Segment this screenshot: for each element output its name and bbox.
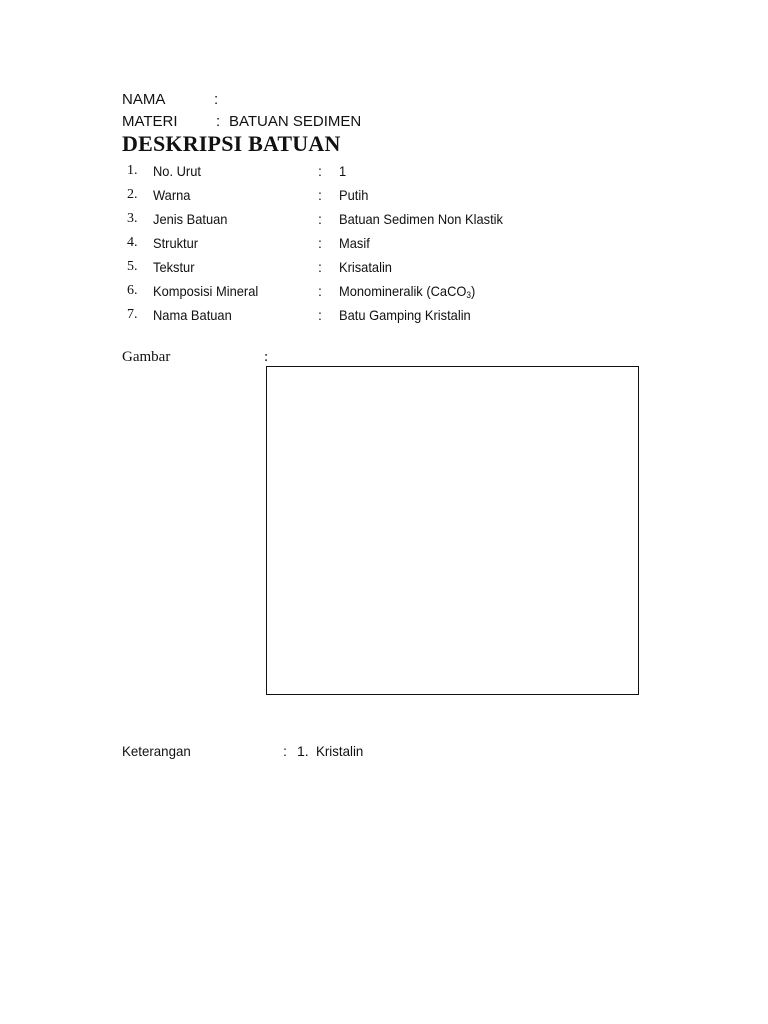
item-colon: : (318, 235, 322, 251)
item-number: 5. (127, 259, 138, 274)
list-item (0, 283, 768, 307)
item-value: Batu Gamping Kristalin (339, 307, 471, 323)
keterangan-label: Keterangan (122, 743, 191, 759)
keterangan-entry-number: 1. (297, 743, 309, 759)
item-colon: : (318, 163, 322, 179)
list-item (0, 187, 768, 211)
item-number: 2. (127, 187, 138, 202)
item-value: 1 (339, 163, 347, 179)
materi-colon: : (216, 113, 221, 130)
list-item (0, 307, 768, 331)
item-number: 1. (127, 163, 138, 178)
keterangan-entry-text: Kristalin (316, 743, 364, 759)
item-label: Komposisi Mineral (153, 283, 259, 299)
list-item (0, 163, 768, 187)
materi-value: BATUAN SEDIMEN (229, 113, 362, 130)
item-label: Struktur (153, 235, 199, 251)
item-colon: : (318, 307, 322, 323)
page-title: DESKRIPSI BATUAN (122, 131, 341, 156)
nama-colon: : (214, 91, 219, 108)
list-item (0, 259, 768, 283)
item-colon: : (318, 259, 322, 275)
item-value: Krisatalin (339, 259, 392, 275)
item-number: 7. (127, 307, 138, 322)
gambar-label: Gambar (122, 349, 171, 365)
item-colon: : (318, 283, 322, 299)
item-colon: : (318, 187, 322, 203)
list-item (0, 235, 768, 259)
item-label: Jenis Batuan (153, 211, 228, 227)
item-number: 3. (127, 211, 138, 226)
keterangan-colon: : (283, 743, 287, 759)
item-value-tail: ) (471, 283, 476, 299)
materi-label: MATERI (122, 113, 178, 130)
item-colon: : (318, 211, 322, 227)
item-value: Batuan Sedimen Non Klastik (339, 211, 503, 227)
item-label: No. Urut (153, 163, 201, 179)
item-value: Masif (339, 235, 370, 251)
drawing-box (266, 366, 639, 695)
item-value-main: Monomineralik (CaCO (339, 283, 467, 299)
item-value: Putih (339, 187, 369, 203)
list-item (0, 211, 768, 235)
item-number: 6. (127, 283, 138, 298)
item-value (339, 283, 475, 300)
item-label: Warna (153, 187, 191, 203)
item-label: Nama Batuan (153, 307, 232, 323)
item-label: Tekstur (153, 259, 195, 275)
gambar-colon: : (264, 349, 269, 365)
item-number: 4. (127, 235, 138, 250)
nama-label: NAMA (122, 91, 166, 108)
item-value-subscript: 3 (466, 290, 472, 300)
